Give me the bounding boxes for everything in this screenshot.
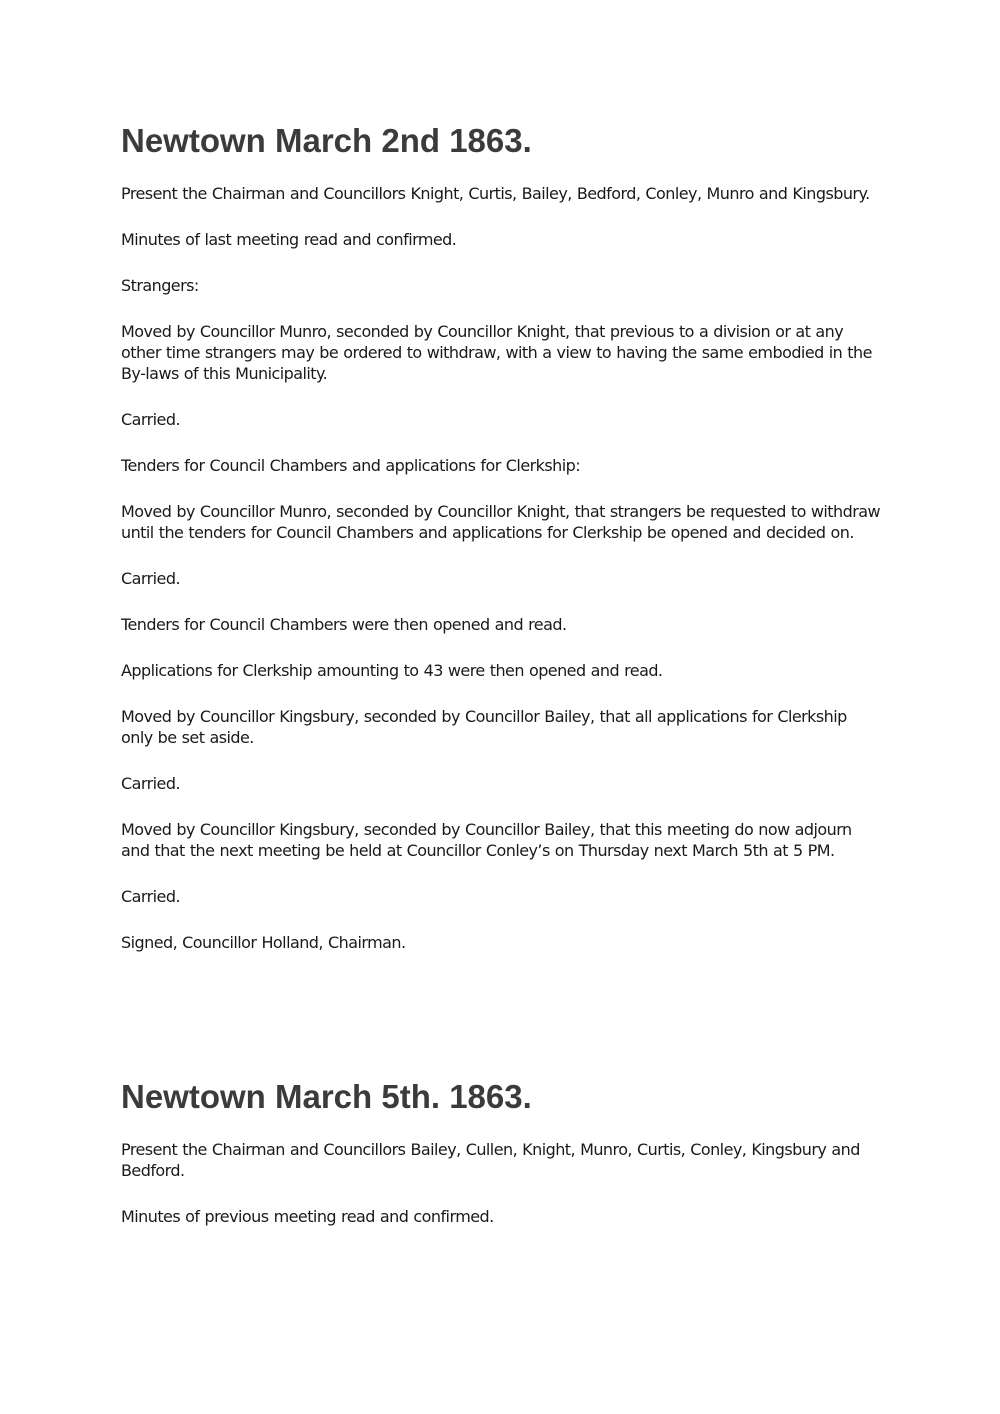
- section-heading: Newtown March 5th. 1863.: [121, 1078, 532, 1115]
- agenda-item-heading: Strangers:: [121, 276, 199, 295]
- motion-result: Carried.: [121, 887, 180, 906]
- motion-paragraph: Moved by Councillor Kingsbury, seconded by Councillor Bailey, that all applications for Clerkship only be set aside.: [121, 707, 847, 747]
- attendance-paragraph: Present the Chairman and Councillors Bailey, Cullen, Knight, Munro, Curtis, Conley, Kingsbury and Bedford.: [121, 1140, 860, 1180]
- minutes-section-march-5: [121, 1077, 881, 1252]
- motion-result: Carried.: [121, 569, 180, 588]
- motion-paragraph: Moved by Councillor Kingsbury, seconded by Councillor Bailey, that this meeting do now adjourn and that the next meeting be held at Councillor Conley’s on Thursday next March 5th at 5 PM.: [121, 820, 852, 860]
- minutes-confirmed-paragraph: Minutes of last meeting read and confirmed.: [121, 230, 457, 249]
- motion-result: Carried.: [121, 410, 180, 429]
- minutes-confirmed-paragraph: Minutes of previous meeting read and confirmed.: [121, 1207, 494, 1226]
- minutes-section-march-2: [121, 121, 881, 978]
- agenda-item-heading: Tenders for Council Chambers and applications for Clerkship:: [121, 456, 581, 475]
- signature-line: Signed, Councillor Holland, Chairman.: [121, 933, 406, 952]
- minutes-paragraph: Applications for Clerkship amounting to 43 were then opened and read.: [121, 661, 663, 680]
- attendance-paragraph: Present the Chairman and Councillors Knight, Curtis, Bailey, Bedford, Conley, Munro and Kingsbury.: [121, 184, 870, 203]
- motion-result: Carried.: [121, 774, 180, 793]
- section-heading: Newtown March 2nd 1863.: [121, 122, 532, 159]
- motion-paragraph: Moved by Councillor Munro, seconded by Councillor Knight, that strangers be requested to withdraw until the tenders for Council Chambers and applications for Clerkship be opened and decided on.: [121, 502, 881, 542]
- minutes-paragraph: Tenders for Council Chambers were then opened and read.: [121, 615, 567, 634]
- motion-paragraph: Moved by Councillor Munro, seconded by Councillor Knight, that previous to a division or at any other time strangers may be ordered to withdraw, with a view to having the same embodied in the By-laws of this Municipality.: [121, 322, 872, 383]
